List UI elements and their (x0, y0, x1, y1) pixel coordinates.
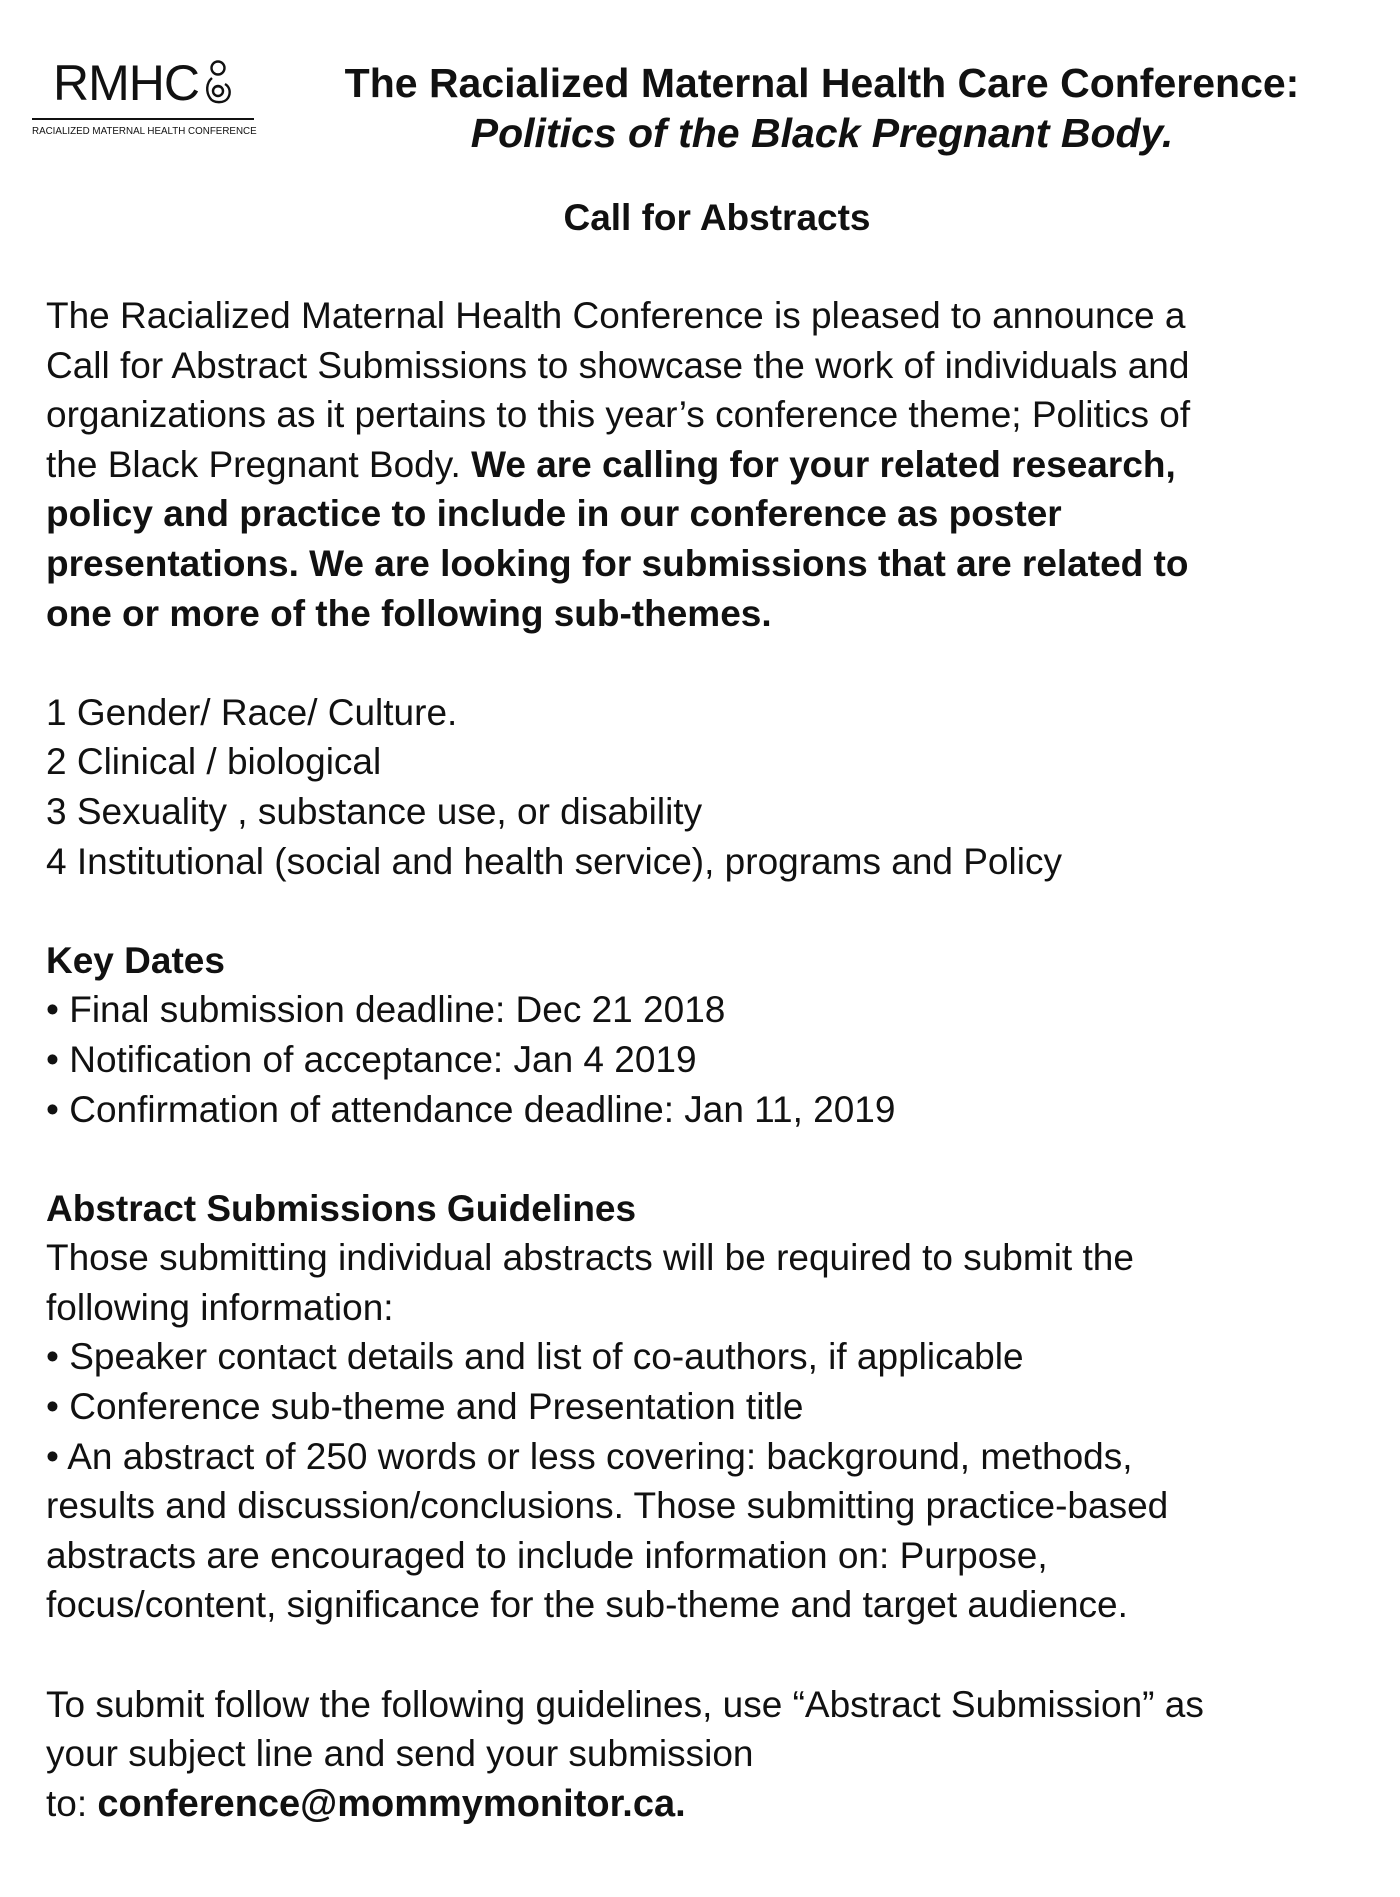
mother-child-icon (203, 58, 233, 108)
spacer (46, 638, 1376, 688)
spacer (46, 886, 1376, 936)
conference-title: The Racialized Maternal Health Care Conference: (344, 60, 1300, 106)
sub-theme-item: 3 Sexuality , substance use, or disability (46, 790, 703, 832)
logo-divider (32, 118, 254, 120)
intro-line: Call for Abstract Submissions to showcase the work of individuals and (46, 344, 1190, 386)
intro-bold-line: one or more of the following sub-themes. (46, 592, 772, 634)
key-date-item: • Notification of acceptance: Jan 4 2019 (46, 1038, 697, 1080)
guidelines-line: abstracts are encouraged to include information on: Purpose, (46, 1534, 1048, 1576)
logo-text: RMHC (53, 55, 199, 111)
guidelines-section (46, 1184, 1376, 1630)
key-dates-section (46, 936, 1376, 1134)
submit-line (46, 1779, 1376, 1830)
intro-bold-line: presentations. We are looking for submissions that are related to (46, 542, 1189, 584)
to-label: to: (46, 1782, 98, 1824)
intro-line (46, 440, 1376, 490)
intro-bold-line: policy and practice to include in our conference as poster (46, 493, 1062, 535)
guidelines-line: • Conference sub-theme and Presentation title (46, 1386, 804, 1428)
submit-line: To submit follow the following guidelines, use “Abstract Submission” as (46, 1683, 1204, 1725)
intro-paragraph (46, 291, 1376, 638)
sub-theme-item: 2 Clinical / biological (46, 741, 382, 783)
guidelines-line: following information: (46, 1286, 394, 1328)
guidelines-line: Those submitting individual abstracts will be required to submit the (46, 1237, 1134, 1279)
key-date-item: • Confirmation of attendance deadline: Jan 11, 2019 (46, 1088, 896, 1130)
logo-subtext: RACIALIZED MATERNAL HEALTH CONFERENCE (32, 126, 257, 137)
key-date-item: • Final submission deadline: Dec 21 2018 (46, 989, 726, 1031)
intro-line: The Racialized Maternal Health Conference is pleased to announce a (46, 295, 1186, 336)
spacer (46, 1134, 1376, 1184)
guidelines-line: • Speaker contact details and list of co-authors, if applicable (46, 1336, 1024, 1378)
submission-email: conference@mommymonitor.ca. (97, 1782, 686, 1825)
intro-normal-text: the Black Pregnant Body. (46, 443, 472, 485)
submit-line: your subject line and send your submission (46, 1733, 754, 1775)
guidelines-line: • An abstract of 250 words or less covering: background, methods, (46, 1435, 1133, 1477)
sub-theme-item: 1 Gender/ Race/ Culture. (46, 691, 458, 733)
logo (32, 55, 257, 137)
sub-theme-item: 4 Institutional (social and health service), programs and Policy (46, 840, 1062, 882)
guidelines-heading: Abstract Submissions Guidelines (46, 1187, 637, 1229)
intro-bold-text: We are calling for your related research, (471, 443, 1176, 485)
spacer (46, 1630, 1376, 1680)
submit-section (46, 1680, 1376, 1830)
call-for-abstracts-heading: Call for Abstracts (563, 197, 871, 238)
intro-line: organizations as it pertains to this year’s conference theme; Politics of (46, 394, 1191, 436)
document-body (46, 291, 1376, 1829)
conference-subtitle: Politics of the Black Pregnant Body. (470, 110, 1174, 156)
sub-themes-list (46, 688, 1376, 886)
guidelines-line: results and discussion/conclusions. Those submitting practice-based (46, 1485, 1169, 1527)
key-dates-heading: Key Dates (46, 939, 225, 981)
guidelines-line: focus/content, significance for the sub-theme and target audience. (46, 1584, 1128, 1626)
